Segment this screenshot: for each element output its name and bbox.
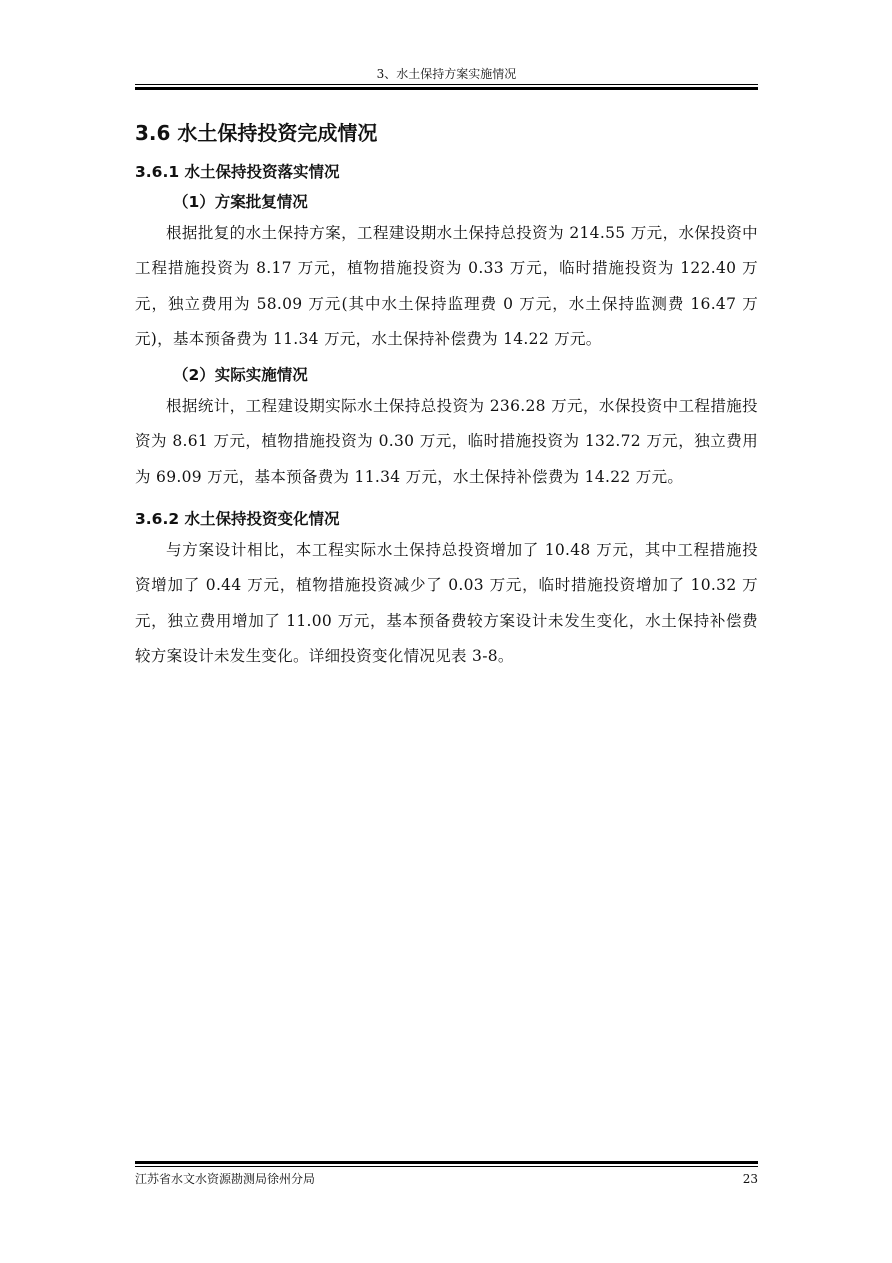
sub-item-title-actual: （2）实际实施情况	[173, 366, 308, 385]
footer-rule	[135, 1166, 758, 1167]
footer-rule-thick	[135, 1161, 758, 1164]
subsection-title-3-6-2: 3.6.2 水土保持投资变化情况	[135, 510, 340, 529]
paragraph-actual: 根据统计，工程建设期实际水土保持总投资为 236.28 万元，水保投资中工程措施投资为 8.61 万元，植物措施投资为 0.30 万元，临时措施投资为 132.72 万元，独立费用为 69.09 万元，基本预备费为 11.34 万元，水土保持补偿费为 14.22 万元。	[135, 397, 758, 486]
paragraph-approval: 根据批复的水土保持方案，工程建设期水土保持总投资为 214.55 万元，水保投资中工程措施投资为 8.17 万元，植物措施投资为 0.33 万元，临时措施投资为 122.40 万元，独立费用为 58.09 万元(其中水土保持监理费 0 万元，水土保持监测费 16.47 万元)，基本预备费为 11.34 万元，水土保持补偿费为 14.22 万元。	[135, 224, 758, 348]
page-content	[135, 118, 758, 674]
page-number: 23	[742, 1172, 758, 1186]
section-title: 3.6 水土保持投资完成情况	[135, 121, 378, 145]
header-rule-thick	[135, 87, 758, 90]
subsection-title-3-6-1: 3.6.1 水土保持投资落实情况	[135, 163, 340, 181]
header-rule	[135, 84, 758, 85]
sub-item-title-approval: （1）方案批复情况	[173, 193, 308, 211]
running-header: 3、水土保持方案实施情况	[376, 67, 517, 81]
paragraph-change: 与方案设计相比，本工程实际水土保持总投资增加了 10.48 万元，其中工程措施投资增加了 0.44 万元，植物措施投资减少了 0.03 万元，临时措施投资增加了 10.32 万元，独立费用增加了 11.00 万元，基本预备费较方案设计未发生变化，水土保持补偿费较方案设计未发生变化。详细投资变化情况见表 3-8。	[135, 541, 758, 665]
footer-organization: 江苏省水文水资源勘测局徐州分局	[135, 1172, 316, 1186]
